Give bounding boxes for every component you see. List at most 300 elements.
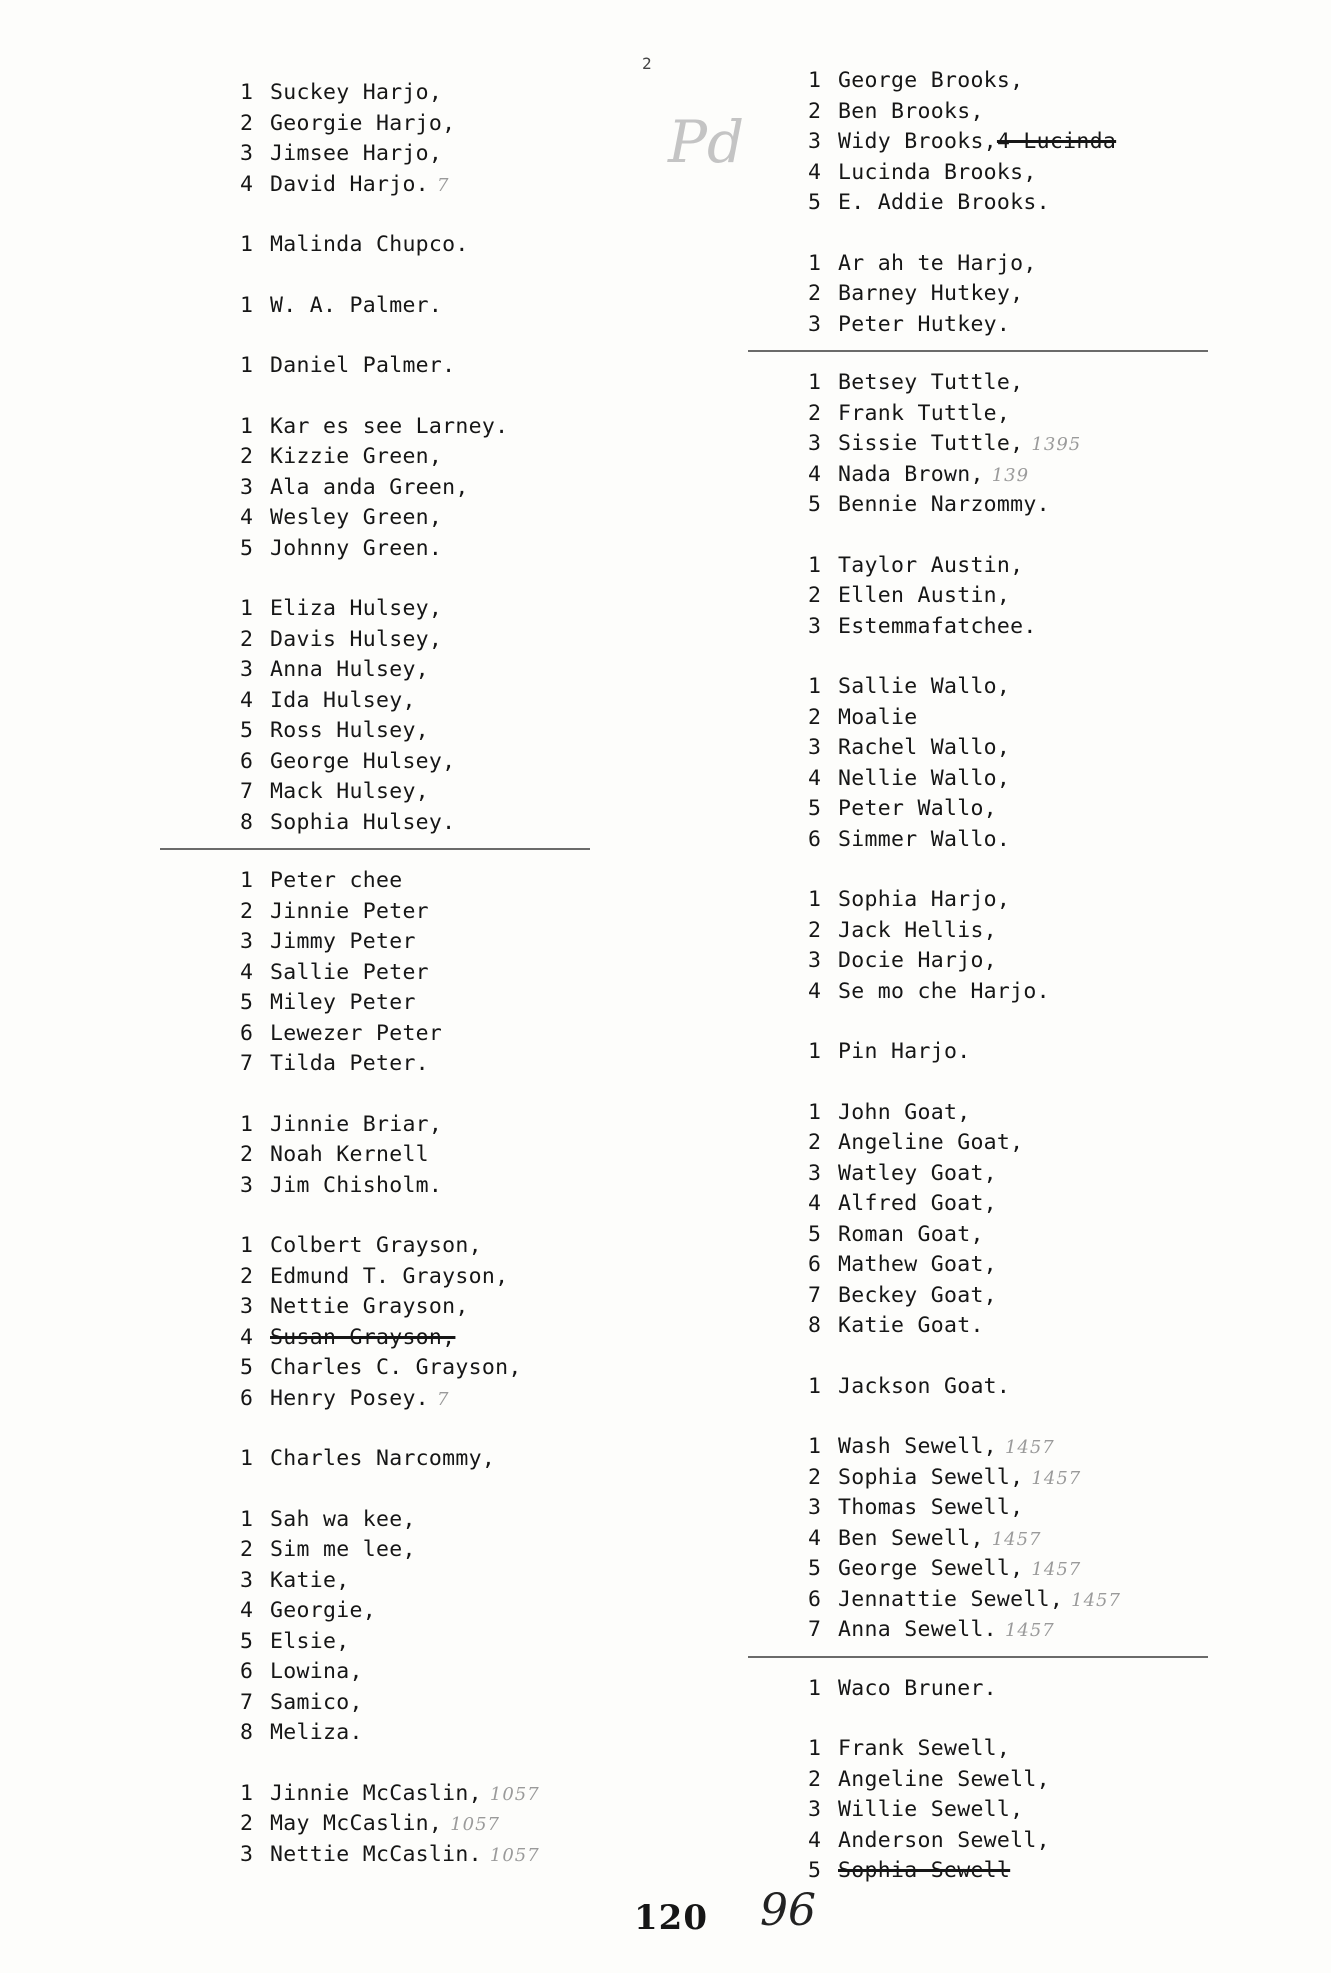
entry-number: 5 (240, 718, 254, 743)
handwritten-annotation: 1457 (1031, 1467, 1082, 1489)
entry-number: 5 (808, 1221, 822, 1247)
entry-name: Malinda Chupco. (270, 232, 469, 257)
list-item (808, 97, 1288, 128)
list-item (240, 1231, 660, 1262)
entry-name: Charles C. Grayson, (270, 1355, 522, 1380)
entry-name: Meliza. (270, 1720, 363, 1745)
list-item (808, 1250, 1288, 1281)
entry-name: John Goat, (838, 1099, 971, 1125)
family-group (808, 1734, 1288, 1887)
list-item (240, 897, 660, 928)
list-item (240, 351, 660, 382)
list-item (808, 1585, 1288, 1616)
entry-name: Johnny Green. (270, 535, 443, 561)
list-item (808, 249, 1288, 280)
entry-name: Pin Harjo. (838, 1039, 971, 1064)
entry-number: 1 (240, 1233, 254, 1258)
entry-number: 2 (808, 704, 822, 730)
list-item (240, 625, 660, 656)
list-item (240, 1688, 660, 1719)
family-group (240, 291, 660, 322)
entry-name: Peter Wallo, (838, 796, 997, 821)
list-item (808, 188, 1288, 219)
list-item (808, 733, 1288, 764)
entry-number: 4 (240, 171, 254, 197)
entry-number: 1 (240, 80, 254, 105)
entry-name: Kar es see Larney. (270, 413, 509, 439)
list-item (808, 1189, 1288, 1220)
entry-number: 1 (808, 552, 822, 578)
entry-number: 1 (240, 1111, 254, 1137)
list-item (808, 1159, 1288, 1190)
section-divider (748, 350, 1208, 352)
entry-name: Thomas Sewell, (838, 1495, 1024, 1520)
entry-name: Sophia Sewell, (838, 1464, 1024, 1490)
list-item (240, 412, 660, 443)
entry-name: W. A. Palmer. (270, 292, 443, 318)
list-item (240, 594, 660, 625)
entry-number: 5 (240, 1355, 254, 1380)
entry-name: Eliza Hulsey, (270, 596, 443, 621)
entry-name: Simmer Wallo. (838, 826, 1011, 852)
list-item (808, 1432, 1288, 1463)
family-group (240, 1505, 660, 1749)
handwritten-annotation: 139 (991, 464, 1030, 486)
family-group (808, 249, 1288, 341)
entry-name: Lucinda Brooks, (838, 159, 1037, 185)
entry-number: 7 (240, 1051, 254, 1076)
entry-number: 1 (240, 413, 254, 439)
list-item (808, 1674, 1288, 1705)
list-item (808, 460, 1288, 491)
entry-number: 4 (808, 1525, 822, 1551)
entry-number: 1 (240, 292, 254, 318)
entry-number: 2 (240, 444, 254, 469)
list-item (240, 1809, 660, 1840)
page-top-mark: 2 (642, 54, 652, 73)
entry-name: Anna Sewell. (838, 1617, 997, 1642)
entry-name: Davis Hulsey, (270, 626, 443, 652)
entry-name: Suckey Harjo, (270, 80, 443, 105)
list-item (240, 1596, 660, 1627)
entry-name: Jim Chisholm. (270, 1172, 443, 1198)
entry-name: Frank Sewell, (838, 1736, 1011, 1761)
family-group (808, 672, 1288, 855)
entry-number: 2 (808, 98, 822, 124)
entry-name: Katie, (270, 1567, 350, 1593)
entry-number: 4 (808, 765, 822, 791)
list-item (240, 686, 660, 717)
entry-name: George Brooks, (838, 68, 1024, 93)
entry-name: Roman Goat, (838, 1221, 984, 1247)
entry-number: 1 (808, 1434, 822, 1459)
handwritten-annotation: 1457 (1004, 1620, 1055, 1641)
entry-number: 3 (808, 1797, 822, 1822)
list-item (240, 1171, 660, 1202)
entry-number: 1 (808, 1099, 822, 1125)
entry-name: Nellie Wallo, (838, 765, 1011, 791)
family-group (808, 1372, 1288, 1403)
entry-number: 1 (808, 68, 822, 93)
entry-number: 2 (240, 1142, 254, 1167)
entry-name: E. Addie Brooks. (838, 190, 1050, 215)
entry-name: May McCaslin, (270, 1811, 443, 1836)
entry-name: Betsey Tuttle, (838, 370, 1024, 395)
entry-number: 3 (808, 1160, 822, 1186)
page-number: 120 (634, 1898, 708, 1938)
list-item (240, 534, 660, 565)
list-item (240, 230, 660, 261)
list-item (240, 1505, 660, 1536)
entry-name: Miley Peter (270, 990, 416, 1015)
list-item (808, 1524, 1288, 1555)
list-item (808, 551, 1288, 582)
entry-number: 1 (808, 674, 822, 699)
entry-number: 5 (240, 990, 254, 1015)
entry-name: Ben Sewell, (838, 1525, 984, 1551)
entry-name: Bennie Narzommy. (838, 492, 1050, 517)
handwritten-annotation: 1457 (1031, 1559, 1082, 1580)
entry-number: 5 (808, 1556, 822, 1581)
list-item (240, 1262, 660, 1293)
entry-name: Nettie McCaslin. (270, 1841, 482, 1867)
list-item (240, 1323, 660, 1354)
entry-name: Se mo che Harjo. (838, 978, 1050, 1004)
entry-number: 5 (808, 1858, 822, 1883)
list-item (240, 139, 660, 170)
entry-number: 3 (808, 613, 822, 639)
list-item (240, 1627, 660, 1658)
entry-number: 1 (240, 1446, 254, 1471)
entry-number: 6 (808, 826, 822, 852)
list-item (808, 127, 1288, 158)
entry-name: Susan Grayson, (270, 1324, 456, 1350)
entry-number: 1 (808, 250, 822, 276)
entry-number: 3 (808, 311, 822, 337)
entry-name: Willie Sewell, (838, 1797, 1024, 1822)
handwritten-annotation: 1457 (1004, 1437, 1055, 1458)
list-item (808, 1493, 1288, 1524)
entry-name: Lowina, (270, 1659, 363, 1684)
entry-number: 3 (808, 735, 822, 760)
entry-name: Frank Tuttle, (838, 400, 1011, 426)
entry-name: Jack Hellis, (838, 917, 997, 943)
entry-name: Sallie Peter (270, 959, 429, 985)
entry-number: 2 (808, 281, 822, 306)
entry-number: 1 (240, 1506, 254, 1532)
entry-number: 5 (808, 796, 822, 821)
entry-number: 2 (240, 1811, 254, 1836)
entry-number: 5 (808, 190, 822, 215)
entry-name: Jinnie Peter (270, 898, 429, 924)
entry-name: Jennattie Sewell, (838, 1586, 1064, 1612)
family-group (808, 1432, 1288, 1646)
list-item (240, 170, 660, 201)
list-item (240, 1840, 660, 1871)
entry-number: 7 (808, 1617, 822, 1642)
handwritten-page-number: 96 (760, 1885, 816, 1936)
entry-name: Ben Brooks, (838, 98, 984, 124)
list-item (240, 1535, 660, 1566)
family-group (240, 230, 660, 261)
list-item (240, 1444, 660, 1475)
right-column-list (808, 66, 1288, 1917)
entry-name: Moalie (838, 704, 918, 730)
list-item (240, 866, 660, 897)
entry-number: 3 (240, 1841, 254, 1867)
family-group (808, 66, 1288, 219)
list-item (808, 1795, 1288, 1826)
list-item (240, 1140, 660, 1171)
entry-number: 3 (240, 141, 254, 166)
entry-number: 4 (808, 1191, 822, 1216)
list-item (808, 672, 1288, 703)
entry-number: 3 (240, 474, 254, 500)
entry-number: 1 (240, 232, 254, 257)
entry-number: 4 (808, 461, 822, 487)
entry-number: 1 (240, 868, 254, 893)
entry-number: 2 (240, 898, 254, 924)
entry-number: 1 (808, 1736, 822, 1761)
family-group (808, 368, 1288, 521)
entry-number: 7 (240, 1689, 254, 1715)
entry-name: Jinnie Briar, (270, 1111, 443, 1137)
entry-name: Wash Sewell, (838, 1434, 997, 1459)
entry-name: Rachel Wallo, (838, 735, 1011, 760)
list-item (240, 777, 660, 808)
entry-name: Tilda Peter. (270, 1051, 429, 1076)
entry-number: 1 (808, 1675, 822, 1701)
list-item (808, 1281, 1288, 1312)
entry-number: 4 (240, 687, 254, 713)
entry-number: 4 (808, 159, 822, 185)
family-group (808, 1037, 1288, 1068)
list-item (808, 1098, 1288, 1129)
list-item (808, 279, 1288, 310)
list-item (808, 310, 1288, 341)
list-item (808, 368, 1288, 399)
entry-name: Sah wa kee, (270, 1506, 416, 1532)
list-item (808, 1826, 1288, 1857)
entry-number: 2 (808, 400, 822, 426)
entry-number: 7 (240, 779, 254, 804)
list-item (808, 825, 1288, 856)
entry-name: Charles Narcommy, (270, 1446, 496, 1471)
entry-number: 5 (240, 535, 254, 561)
list-item (808, 490, 1288, 521)
list-item (808, 1765, 1288, 1796)
list-item (240, 1049, 660, 1080)
handwritten-annotation: 1057 (489, 1844, 540, 1866)
entry-name: Wesley Green, (270, 505, 443, 530)
entry-name: Katie Goat. (838, 1313, 984, 1338)
entry-name: Alfred Goat, (838, 1191, 997, 1216)
entry-name: Angeline Sewell, (838, 1766, 1050, 1792)
list-item (808, 1554, 1288, 1585)
entry-name: Peter Hutkey. (838, 311, 1011, 337)
entry-number: 1 (808, 887, 822, 912)
entry-number: 6 (240, 748, 254, 774)
entry-name: Watley Goat, (838, 1160, 997, 1186)
entry-name: George Sewell, (838, 1556, 1024, 1581)
family-group (240, 412, 660, 565)
handwritten-scribble: Pd (668, 108, 745, 176)
entry-number: 6 (808, 1252, 822, 1277)
list-item (240, 655, 660, 686)
list-item (240, 109, 660, 140)
entry-name: Nettie Grayson, (270, 1294, 469, 1319)
entry-name: David Harjo. (270, 171, 429, 197)
section-divider (160, 848, 590, 850)
entry-number: 2 (240, 1263, 254, 1289)
section-divider (748, 1656, 1208, 1658)
entry-number: 6 (240, 1385, 254, 1411)
entry-name: Kizzie Green, (270, 444, 443, 469)
entry-name: Henry Posey. (270, 1385, 429, 1411)
entry-number: 8 (240, 809, 254, 835)
entry-number: 4 (240, 1324, 254, 1350)
family-group (240, 351, 660, 382)
entry-name: Taylor Austin, (838, 552, 1024, 578)
list-item (808, 916, 1288, 947)
entry-number: 2 (808, 1766, 822, 1792)
list-item (808, 66, 1288, 97)
family-group (240, 78, 660, 200)
entry-number: 6 (808, 1586, 822, 1612)
entry-name: Sophia Hulsey. (270, 809, 456, 835)
family-group (240, 1110, 660, 1202)
entry-number: 6 (240, 1020, 254, 1046)
entry-number: 4 (808, 978, 822, 1004)
entry-name: Sallie Wallo, (838, 674, 1011, 699)
list-item (240, 1657, 660, 1688)
entry-number: 4 (240, 505, 254, 530)
list-item (240, 716, 660, 747)
list-item (240, 1384, 660, 1415)
entry-number: 3 (808, 129, 822, 154)
entry-name: Georgie, (270, 1598, 376, 1623)
list-item (240, 503, 660, 534)
entry-number: 2 (240, 1537, 254, 1562)
list-item (808, 1220, 1288, 1251)
entry-name: Anderson Sewell, (838, 1827, 1050, 1853)
list-item (808, 158, 1288, 189)
entry-number: 2 (808, 1464, 822, 1490)
list-item (240, 1110, 660, 1141)
family-group (808, 1098, 1288, 1342)
family-group (240, 866, 660, 1080)
list-item (808, 612, 1288, 643)
entry-name: Nada Brown, (838, 461, 984, 487)
entry-number: 1 (808, 1039, 822, 1064)
entry-name: Estemmafatchee. (838, 613, 1037, 639)
entry-name: Widy Brooks, (838, 129, 997, 154)
entry-name: Sophia Sewell (838, 1858, 1011, 1883)
entry-number: 8 (808, 1313, 822, 1338)
entry-number: 2 (808, 917, 822, 943)
entry-name: Ala anda Green, (270, 474, 469, 500)
entry-name: Lewezer Peter (270, 1020, 443, 1046)
family-group (240, 594, 660, 838)
list-item (240, 442, 660, 473)
entry-number: 4 (808, 1827, 822, 1853)
handwritten-annotation: 7 (436, 1388, 450, 1410)
family-group (808, 551, 1288, 643)
entry-number: 8 (240, 1720, 254, 1745)
entry-name: Anna Hulsey, (270, 657, 429, 682)
entry-name: Ross Hulsey, (270, 718, 429, 743)
entry-number: 3 (240, 1294, 254, 1319)
list-item (808, 794, 1288, 825)
entry-number: 4 (240, 1598, 254, 1623)
entry-number: 3 (808, 1495, 822, 1520)
struck-text: 4 Lucinda (996, 129, 1117, 154)
list-item (240, 1718, 660, 1749)
entry-number: 2 (240, 110, 254, 136)
entry-name: Barney Hutkey, (838, 281, 1024, 306)
list-item (240, 1019, 660, 1050)
list-item (240, 1566, 660, 1597)
handwritten-annotation: 7 (436, 174, 450, 196)
list-item (240, 958, 660, 989)
entry-name: Sissie Tuttle, (838, 431, 1024, 456)
entry-number: 3 (240, 929, 254, 954)
list-item (808, 1463, 1288, 1494)
entry-number: 1 (240, 1780, 254, 1806)
family-group (240, 1444, 660, 1475)
list-item (808, 885, 1288, 916)
left-column-list (240, 78, 660, 1900)
entry-name: Samico, (270, 1689, 363, 1715)
entry-name: Angeline Goat, (838, 1130, 1024, 1155)
entry-number: 7 (808, 1282, 822, 1308)
entry-name: Edmund T. Grayson, (270, 1263, 509, 1289)
entry-number: 4 (240, 959, 254, 985)
entry-name: Jackson Goat. (838, 1373, 1011, 1399)
list-item (808, 946, 1288, 977)
list-item (808, 1856, 1288, 1887)
entry-name: Ellen Austin, (838, 583, 1011, 608)
entry-name: Peter chee (270, 868, 403, 893)
list-item (808, 1734, 1288, 1765)
entry-number: 3 (240, 1567, 254, 1593)
entry-name: Mack Hulsey, (270, 779, 429, 804)
entry-number: 2 (808, 583, 822, 608)
entry-name: Elsie, (270, 1628, 350, 1654)
list-item (808, 1128, 1288, 1159)
handwritten-annotation: 1057 (450, 1814, 500, 1835)
entry-number: 3 (808, 948, 822, 973)
family-group (808, 1674, 1288, 1705)
list-item (240, 988, 660, 1019)
entry-name: Beckey Goat, (838, 1282, 997, 1308)
handwritten-annotation: 1395 (1031, 434, 1082, 455)
family-group (808, 885, 1288, 1007)
list-item (240, 1779, 660, 1810)
entry-name: Ida Hulsey, (270, 687, 416, 713)
entry-number: 3 (240, 657, 254, 682)
list-item (240, 1292, 660, 1323)
entry-number: 2 (240, 626, 254, 652)
entry-name: Waco Bruner. (838, 1675, 997, 1701)
entry-number: 5 (240, 1628, 254, 1654)
list-item (240, 473, 660, 504)
list-item (240, 747, 660, 778)
entry-name: Mathew Goat, (838, 1252, 997, 1277)
entry-number: 5 (808, 492, 822, 517)
list-item (240, 927, 660, 958)
list-item (808, 399, 1288, 430)
